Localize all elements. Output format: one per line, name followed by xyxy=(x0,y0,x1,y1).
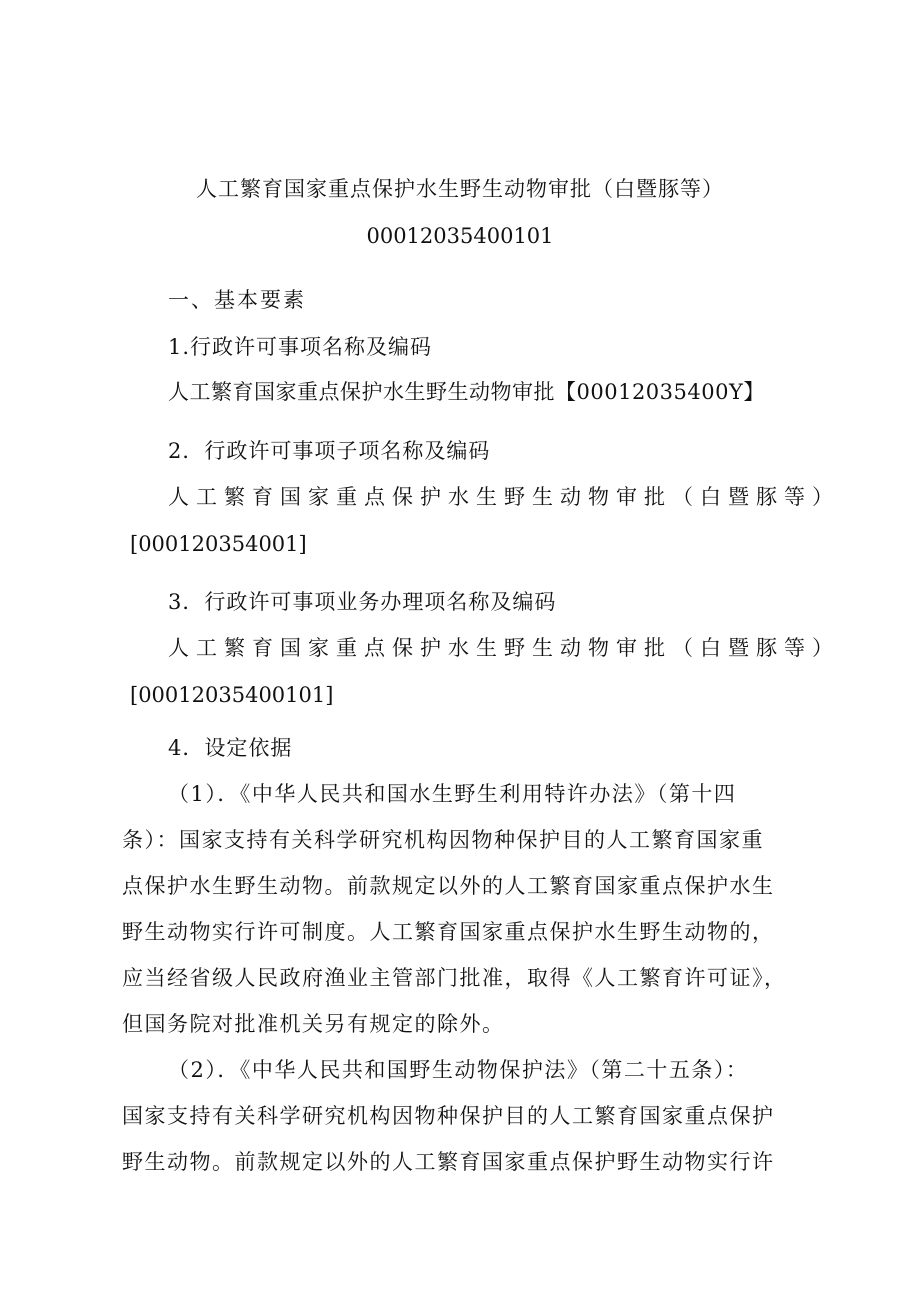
basis2-line: 野生动物。前款规定以外的人工繁育国家重点保护野生动物实行许 xyxy=(122,1150,775,1174)
section-heading-basic-elements: 一、基本要素 xyxy=(168,288,306,312)
item3-value-line2: [00012035400101] xyxy=(130,683,334,707)
basis1-line: 但国务院对批准机关另有规定的除外。 xyxy=(122,1012,505,1036)
basis1-line: （1）．《中华人民共和国水生野生利用特许办法》（第十四 xyxy=(168,782,737,806)
item1-label: 1.行政许可事项名称及编码 xyxy=(168,335,433,359)
document-title: 人工繁育国家重点保护水生野生动物审批（白暨豚等） xyxy=(196,177,724,201)
document-code: 00012035400101 xyxy=(366,224,554,248)
basis2-line: （2）．《中华人民共和国野生动物保护法》（第二十五条）： xyxy=(168,1058,749,1082)
basis1-line: 点保护水生野生动物。前款规定以外的人工繁育国家重点保护水生 xyxy=(122,874,775,898)
item2-value-line2: [000120354001] xyxy=(130,532,307,556)
basis2-line: 国家支持有关科学研究机构因物种保护目的人工繁育国家重点保护 xyxy=(122,1104,775,1128)
basis1-line: 条）：国家支持有关科学研究机构因物种保护目的人工繁育国家重 xyxy=(122,828,764,852)
item1-value: 人工繁育国家重点保护水生野生动物审批【00012035400Y】 xyxy=(168,380,765,404)
basis1-line: 野生动物实行许可制度。人工繁育国家重点保护水生野生动物的， xyxy=(122,920,775,944)
item4-label: 4．设定依据 xyxy=(168,736,293,760)
item3-value-line1: 人工繁育国家重点保护水生野生动物审批（白暨豚等） xyxy=(168,636,840,660)
item3-label: 3．行政许可事项业务办理项名称及编码 xyxy=(168,590,557,614)
basis1-line: 应当经省级人民政府渔业主管部门批准，取得《人工繁育许可证》， xyxy=(122,966,787,990)
item2-value-line1: 人工繁育国家重点保护水生野生动物审批（白暨豚等） xyxy=(168,485,840,509)
item2-label: 2．行政许可事项子项名称及编码 xyxy=(168,439,491,463)
